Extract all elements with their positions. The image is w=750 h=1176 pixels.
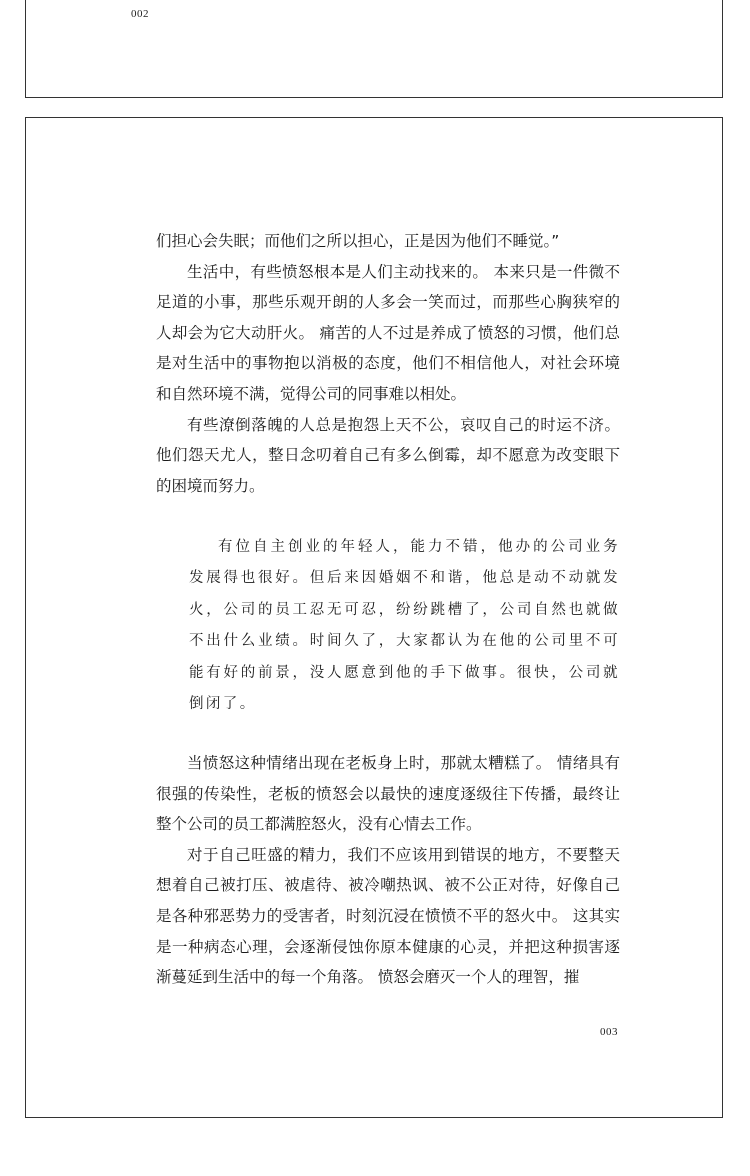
current-page [25,117,723,1118]
body-text-before-story [156,226,620,501]
paragraph: 当愤怒这种情绪出现在老板身上时，那就太糟糕了。 情绪具有很强的传染性，老板的愤怒会以最快的速度逐级往下传播，最终让整个公司的员工都满腔怒火，没有心情去工作。 [156,754,620,834]
page-number-previous: 002 [131,8,149,20]
paragraph: 对于自己旺盛的精力，我们不应该用到错误的地方，不要整天想着自己被打压、被虐待、被冷嘲热讽、被不公正对待，好像自己是各种邪恶势力的受害者，时刻沉浸在愤愤不平的怒火中。 这其实是一种病态心理，会逐渐侵蚀你原本健康的心灵，并把这种损害逐渐蔓延到生活中的每一个角落。 愤怒会磨灭一个人的理智，摧 [156,845,620,987]
page-number-current: 003 [600,1026,618,1038]
story-excerpt [189,532,620,720]
paragraph: 生活中，有些愤怒根本是人们主动找来的。 本来只是一件微不足道的小事，那些乐观开朗的人多会一笑而过，而那些心胸狭窄的人却会为它大动肝火。 痛苦的人不过是养成了愤怒的习惯，他们总是对生活中的事物抱以消极的态度，他们不相信他人，对社会环境和自然环境不满，觉得公司的同事难以相处。 [156,262,620,403]
paragraph-continued: 们担心会失眠；而他们之所以担心，正是因为他们不睡觉。” [156,232,560,250]
paragraph: 有些潦倒落魄的人总是抱怨上天不公，哀叹自己的时运不济。他们怨天尤人，整日念叨着自己有多么倒霉，却不愿意为改变眼下的困境而努力。 [156,415,620,495]
body-text-after-story [156,748,620,993]
previous-page [25,0,723,98]
story-paragraph: 有位自主创业的年轻人，能力不错，他办的公司业务发展得也很好。但后来因婚姻不和谐，他总是动不动就发火，公司的员工忍无可忍，纷纷跳槽了，公司自然也就做不出什么业绩。时间久了，大家都认为在他的公司里不可能有好的前景，没人愿意到他的手下做事。很快，公司就倒闭了。 [189,539,620,713]
